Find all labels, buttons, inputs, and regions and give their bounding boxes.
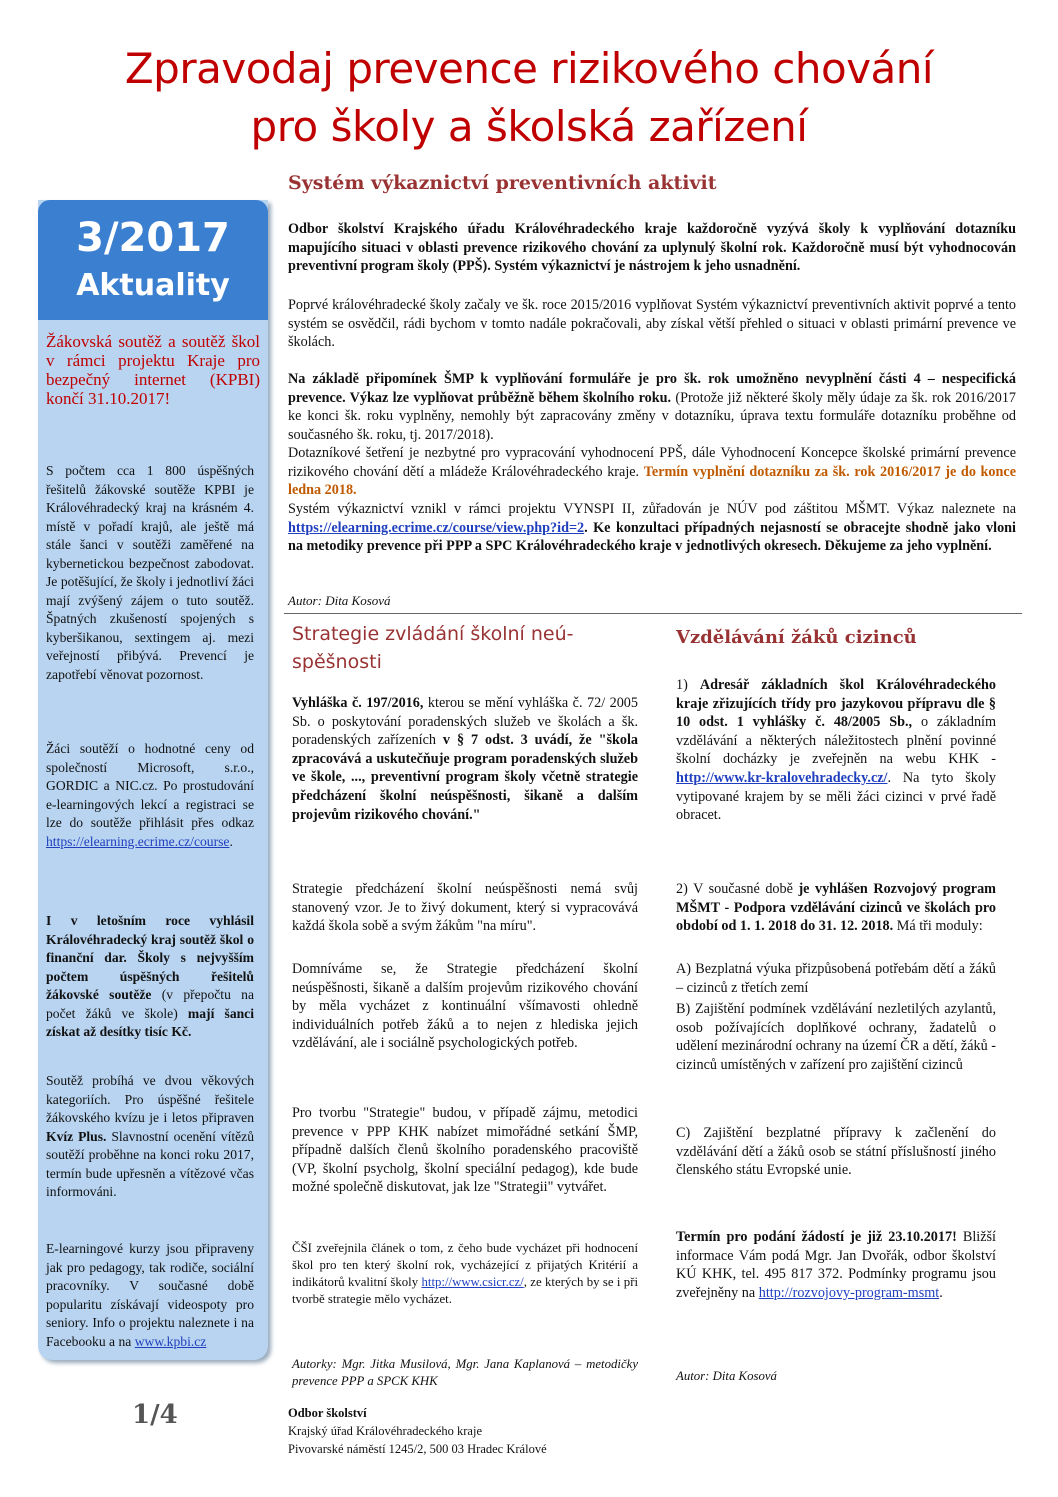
footer-line: Pivovarské náměstí 1245/2, 500 03 Hradec Králové: [288, 1442, 547, 1456]
left-paragraph: Domníváme se, že Strategie předcházení školní neúspěšnosti, šikaně a dalším projevům rizikového chování by měla vycházet z kontinuální všímavosti ohledně individuálních potřeb žáků a to nejen z hlediska jejich vzdělávání, ale i sociálně psychologických potřeb.: [292, 961, 638, 1052]
right-author: Autor: Dita Kosová: [676, 1369, 777, 1383]
sidebar-paragraph: [46, 1072, 254, 1202]
sidebar-text: Žáci soutěží o hodnotné ceny od společností Microsoft, s.r.o., GORDIC a NIC.cz. Po prostudování e-learningových lekcí a registraci se lze do soutěže přihlásit přes odkaz: [46, 741, 254, 830]
module-b: B) Zajištění podmínek vzdělávání nezletilých azylantů, osob požívajících doplňkové ochrany, žadatelů o udělení mezinárodní ochrany na území ČR a dětí, žáků - cizinců umístěných v zařízení pro zajištění cizinců: [676, 1001, 996, 1073]
issue-box: [38, 200, 268, 320]
sidebar-paragraph: S počtem cca 1 800 úspěšných řešitelů žákovské soutěže KPBI je Královéhradecký kraj na krásném 4. místě v pořadí krajů, ale ještě má stále šanci v soutěži zaměřené na kybernetickou bezpečnost zabodovat. Je potěšující, že školy i jednotliví žáci mají zvýšený zájem o tuto soutěž. Špatných zkušeností spojených s kyberšikanou, sextingem aj. mezi veřejností přibývá. Prevencí je zapotřebí věnovat pozornost.: [46, 463, 254, 682]
divider: [284, 613, 1022, 614]
module-a: A) Bezplatná výuka přizpůsobená potřebám dětí a žáků – cizinců z třetích zemí: [676, 961, 996, 996]
main-author: Autor: Dita Kosová: [288, 593, 391, 608]
heading-line: Strategie zvládání školní neú-: [292, 623, 574, 645]
left-paragraph: Strategie předcházení školní neúspěšnosti nemá svůj stanovený vzor. Je to živý dokument, který si vypracovává každá škola sobě a svým žákům "na míru".: [292, 881, 638, 935]
sidebar-paragraph: [46, 912, 254, 1042]
right-paragraph: [676, 880, 996, 936]
title-line-1: Zpravodaj prevence rizikového chování: [124, 44, 934, 93]
main-intro: Odbor školství Krajského úřadu Královéhradeckého kraje každoročně vyzývá školy k vyplňování dotazníku mapujícího situaci v oblasti prevence rizikového chování za uplynulý školní rok. Každoročně musí být vyhodnocován preventivní program školy (PPŠ). Systém výkaznictví je nástrojem k jeho usnadnění.: [288, 221, 1016, 274]
right-paragraph: [676, 676, 996, 825]
rozvojovy-link[interactable]: http://rozvojovy-program-msmt: [758, 1284, 940, 1301]
sidebar-text: Slavnostní ocenění vítězů soutěží proběhne na konci roku 2017, termín bude upřesněn a vítězové včas informováni.: [46, 1128, 254, 1199]
sidebar-bold-text: I v letošním roce vyhlásil Královéhradecký kraj soutěž škol o finanční dar. Školy s nejvyšším počtem úspěšných řešitelů žákovské soutěže: [46, 913, 254, 1002]
page-title: [0, 40, 1058, 156]
sidebar-text: E-learningové kurzy jsou připraveny jak pro pedagogy, tak rodiče, sociální pracovníky. V současné době popularitu získávají videospoty pro seniory. Info o projektu naleznete i na Facebooku a na: [46, 1241, 254, 1349]
title-line-2: pro školy a školská zařízení: [250, 102, 808, 151]
main-paragraph: Poprvé královéhradecké školy začaly ve šk. roce 2015/2016 vyplňovat Systém výkaznictví preventivních aktivit poprvé a tento systém se osvědčil, rádi bychom v tomto nadále pokračovali, aby získal větší přehled o situaci v oblasti primární prevence ve školách.: [288, 297, 1016, 350]
left-paragraph: [292, 694, 638, 824]
vykaz-link[interactable]: https://elearning.ecrime.cz/course/view.php?id=2: [288, 519, 585, 536]
sidebar-bold-text: mají šanci získat až desítky tisíc Kč.: [46, 1005, 254, 1039]
left-bold-text: Vyhláška č. 197/2016,: [292, 695, 424, 711]
right-text: .: [939, 1284, 943, 1301]
right-bold-text: je vyhlášen Rozvojový program MŠMT - Podpora vzdělávání cizinců ve školách pro období od 1. 1. 2018 do 31. 12. 2018.: [676, 881, 996, 935]
issue-number: 3/2017: [76, 215, 230, 261]
sidebar-paragraph: Žáci soutěží o hodnotné ceny od společností Microsoft, s.r.o., GORDIC a NIC.cz. Po prostudování e-learningových lekcí a registraci se lze do soutěže přihlásit přes odkaz https://elearning.ecrime.cz/course.: [46, 741, 254, 849]
main-paragraph: [288, 444, 1016, 500]
sidebar-paragraph: [46, 1240, 254, 1351]
sidebar-headline: Žákovská soutěž a soutěž škol v rámci projektu Kraje pro bezpečný internet (KPBI) končí 31.10.2017!: [46, 332, 260, 408]
right-text: Má tři moduly:: [896, 918, 983, 935]
issue-section: Aktuality: [76, 268, 230, 303]
right-text: 2) V současné době: [676, 881, 793, 897]
main-text: Dotazníkové šetření je nezbytné pro vypracování vyhodnocení PPŠ, dále Vyhodnocení Koncepce školské primární prevence rizikového chování dětí a mládeže Královéhradeckého kraje.: [288, 445, 1016, 480]
main-text: Systém výkaznictví vznikl v rámci projektu VYNSPI II, zůřadován je NÚV pod záštitou MŠMT. Výkaz naleznete na: [288, 501, 1016, 517]
right-bold-text: Adresář základních škol Královéhradeckého kraje zřizujících třídy pro jazykovou přípravu dle § 10 odst. 1 vyhlášky č. 48/2005 Sb.,: [676, 677, 996, 731]
csicr-link[interactable]: http://www.csicr.cz/: [421, 1275, 524, 1289]
right-paragraph: [676, 1228, 996, 1302]
sidebar-bold-text: Kvíz Plus.: [46, 1128, 107, 1144]
main-text: (Protože již některé školy měly údaje za šk. rok 2016/2017 ke konci šk. roku vyplněny, nemohly být zapracovány změny v dotazníku, úprava textu formuláře dotazníku proběhne od současného šk. roku, tj. 2017/2018).: [288, 389, 1017, 443]
right-text: . Na tyto školy vytipované krajem by se měli žáci cizinci v prvé řadě obracet.: [676, 769, 996, 824]
main-heading: Systém výkaznictví preventivních aktivit: [288, 172, 717, 194]
main-bold-text: . Ke konzultaci případných nejasností se obracejte shodně jako vloni na metodiky prevence při PPP a SPC Královéhradeckého kraje v jednotlivých okresech. Děkujeme za jeho vyplnění.: [288, 519, 1016, 554]
sidebar-text: (v přepočtu na počet žáků ve škole): [46, 987, 254, 1021]
deadline-text: Termín vyplnění dotazníku za šk. rok 2016/2017 je do konce ledna 2018.: [288, 463, 1017, 498]
heading-line: spěšnosti: [292, 651, 382, 673]
kpbi-link[interactable]: www.kpbi.cz: [134, 1333, 207, 1349]
right-article-heading: Vzdělávání žáků cizinců: [676, 627, 917, 648]
main-bold-text: Na základě připomínek ŠMP k vyplňování formuláře je pro šk. rok umožněno nevyplnění části 4 – nespecifická prevence. Výkaz lze vyplňovat průběžně během školního roku.: [288, 371, 1016, 406]
right-text: o základním vzdělávání a některých náležitostech plnění povinné školní docházky je zveřejněn na webu KHK -: [676, 714, 997, 768]
main-paragraph: [288, 370, 1016, 444]
left-authors: Autorky: Mgr. Jitka Musilová, Mgr. Jana Kaplanová – metodičky prevence PPP a SPCK KHK: [292, 1357, 638, 1388]
module-c: C) Zajištění bezplatné přípravy k začlenění do vzdělávání dětí a žáků osob se státní příslušností jiného členského státu Evropské unie.: [676, 1125, 996, 1179]
left-paragraph: [292, 1240, 638, 1308]
right-bold-text: Termín pro podání žádostí je již 23.10.2017!: [676, 1229, 957, 1245]
left-text: kterou se mění vyhláška č. 72/ 2005 Sb. o poskytování poradenských služeb ve školách a šk. poradenských zařízeních: [292, 695, 638, 749]
main-paragraph: [288, 500, 1016, 556]
left-text: , ze kterých by se i při tvorbě strategie mělo vycházet.: [292, 1275, 639, 1306]
left-paragraph: Pro tvorbu "Strategie" budou, v případě zájmu, metodici prevence v PPP KHK nabízet mimořádné setkání ŠMP, případně dalších členů školního poradenského pracoviště (VP, školní psycholg, školní speciální pedagog), kde bude možné společně diskutovat, jak lze "Strategii" vytvářet.: [292, 1105, 638, 1196]
page-number: 1/4: [132, 1400, 178, 1430]
footer: [288, 1404, 547, 1458]
left-bold-text: v § 7 odst. 3 uvádí, že "škola zpracovává a uskutečňuje program poradenských služeb ve škole, ..., preventivní program školy včetně strategie předcházení školní neúspěšnosti, šikaně a dalším projevům rizikového chování.": [292, 732, 638, 823]
footer-line: Krajský úřad Královéhradeckého kraje: [288, 1424, 483, 1438]
sidebar-text: Soutěž probíhá ve dvou věkových kategoriích. Pro úspěšné řešitele žákovského kvízu je i letos připraven: [46, 1073, 254, 1125]
left-text: ČŠI zveřejnila článek o tom, z čeho bude vycházet při hodnocení škol pro ten který školní rok, vycházející z přijatých Kritérií a indikátorů kvalitní školy: [292, 1241, 638, 1289]
khk-link[interactable]: http://www.kr-kralovehradecky.cz/: [676, 769, 888, 786]
right-text: Bližší informace Vám podá Mgr. Jan Dvořák, odbor školství KÚ KHK, tel. 495 817 372. Podmínky programu jsou zveřejněny na: [676, 1229, 996, 1301]
right-text: 1): [676, 677, 688, 693]
elearning-link[interactable]: https://elearning.ecrime.cz/course: [46, 833, 230, 849]
footer-line: Odbor školství: [288, 1406, 367, 1420]
left-article-heading: [292, 620, 574, 676]
